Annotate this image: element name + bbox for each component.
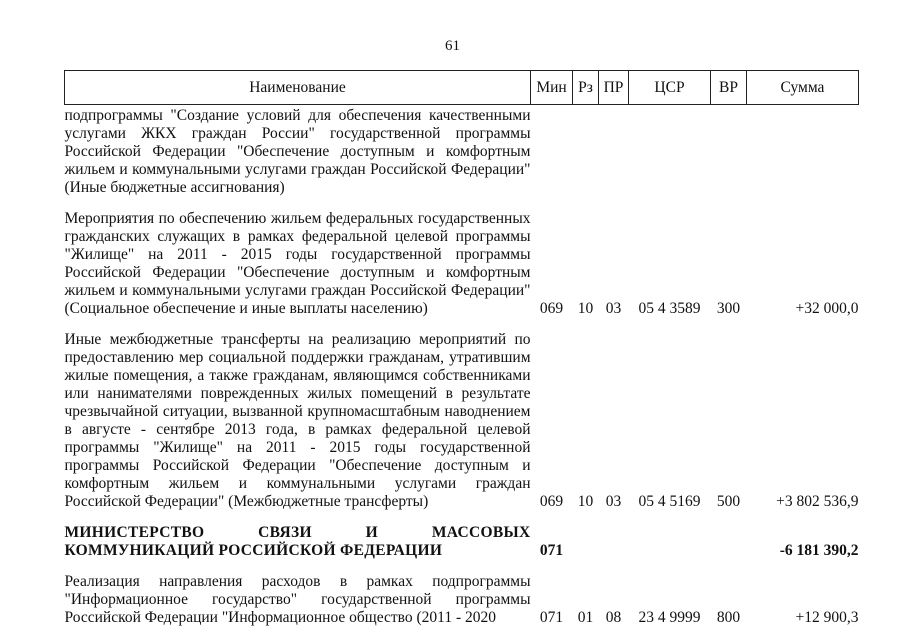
page-number: 61 <box>445 38 460 54</box>
row-vr <box>711 105 747 198</box>
row-vr: 500 <box>716 493 741 510</box>
row-vr: 300 <box>716 300 741 317</box>
row-min <box>531 105 573 198</box>
table-row-ministry <box>65 511 859 560</box>
header-rz: Рз <box>573 71 599 105</box>
row-vr <box>711 511 747 560</box>
budget-table <box>64 70 859 627</box>
table-row <box>65 105 859 198</box>
row-rz: 10 <box>577 493 594 510</box>
row-name: Иные межбюджетные трансферты на реализацию мероприятий по предоставлению мер социальной поддержки гражданам, утратившим жилые помещения, а также гражданам, являющимся собственниками или нанимателями поврежденных жилых помещений в результате чрезвычайной ситуации, вызванной крупномасштабным наводнением в августе - сентябре 2013 года, в рамках федеральной целевой программы "Жилище" на 2011 - 2015 годы государственной программы Российской Федерации "Обеспечение доступным и комфортным жильем и коммунальными услугами граждан Российской Федерации" (Межбюджетные трансферты) <box>64 331 531 510</box>
row-csr: 05 4 5169 <box>638 493 701 510</box>
row-vr: 800 <box>716 609 741 626</box>
row-sum: +3 802 536,9 <box>776 493 859 510</box>
row-csr <box>629 105 711 198</box>
row-pr: 08 <box>605 609 622 626</box>
row-pr: 03 <box>605 493 622 510</box>
row-rz <box>573 105 599 198</box>
table-row <box>65 197 859 318</box>
row-csr: 23 4 9999 <box>638 609 701 626</box>
row-min: 069 <box>539 300 564 317</box>
row-pr <box>599 511 629 560</box>
row-pr <box>599 105 629 198</box>
table-row <box>65 560 859 627</box>
row-sum <box>747 105 859 198</box>
table-header-row <box>65 71 859 105</box>
row-sum: +12 900,3 <box>795 609 859 626</box>
row-csr <box>629 511 711 560</box>
header-csr: ЦСР <box>629 71 711 105</box>
row-rz: 01 <box>577 609 594 626</box>
row-name: МИНИСТЕРСТВО СВЯЗИ И МАССОВЫХ КОММУНИКАЦИЙ РОССИЙСКОЙ ФЕДЕРАЦИИ <box>64 524 531 559</box>
header-vr: ВР <box>711 71 747 105</box>
row-csr: 05 4 3589 <box>638 300 701 317</box>
row-rz: 10 <box>577 300 594 317</box>
row-name: Мероприятия по обеспечению жильем федеральных государственных гражданских служащих в рамках федеральной целевой программы "Жилище" на 2011 - 2015 годы государственной программы Российской Федерации "Обеспечение доступным и комфортным жильем и коммунальными услугами граждан Российской Федерации" (Социальное обеспечение и иные выплаты населению) <box>64 210 531 317</box>
row-min: 069 <box>539 493 564 510</box>
row-min: 071 <box>539 542 564 559</box>
row-min: 071 <box>539 609 564 626</box>
header-sum: Сумма <box>747 71 859 105</box>
row-rz <box>573 511 599 560</box>
header-min: Мин <box>531 71 573 105</box>
row-name: подпрограммы "Создание условий для обеспечения качественными услугами ЖКХ граждан России" государственной программы Российской Федерации "Обеспечение доступным и комфортным жильем и коммунальными услугами граждан Российской Федерации" (Иные бюджетные ассигнования) <box>64 107 531 196</box>
header-pr: ПР <box>599 71 629 105</box>
row-name: Реализация направления расходов в рамках подпрограммы "Информационное государство" государственной программы Российской Федерации "Информационное общество (2011 - 2020 <box>64 573 531 626</box>
row-sum: +32 000,0 <box>795 300 859 317</box>
row-sum: -6 181 390,2 <box>779 542 859 559</box>
row-pr: 03 <box>605 300 622 317</box>
header-name: Наименование <box>65 71 531 105</box>
table-row <box>65 318 859 511</box>
